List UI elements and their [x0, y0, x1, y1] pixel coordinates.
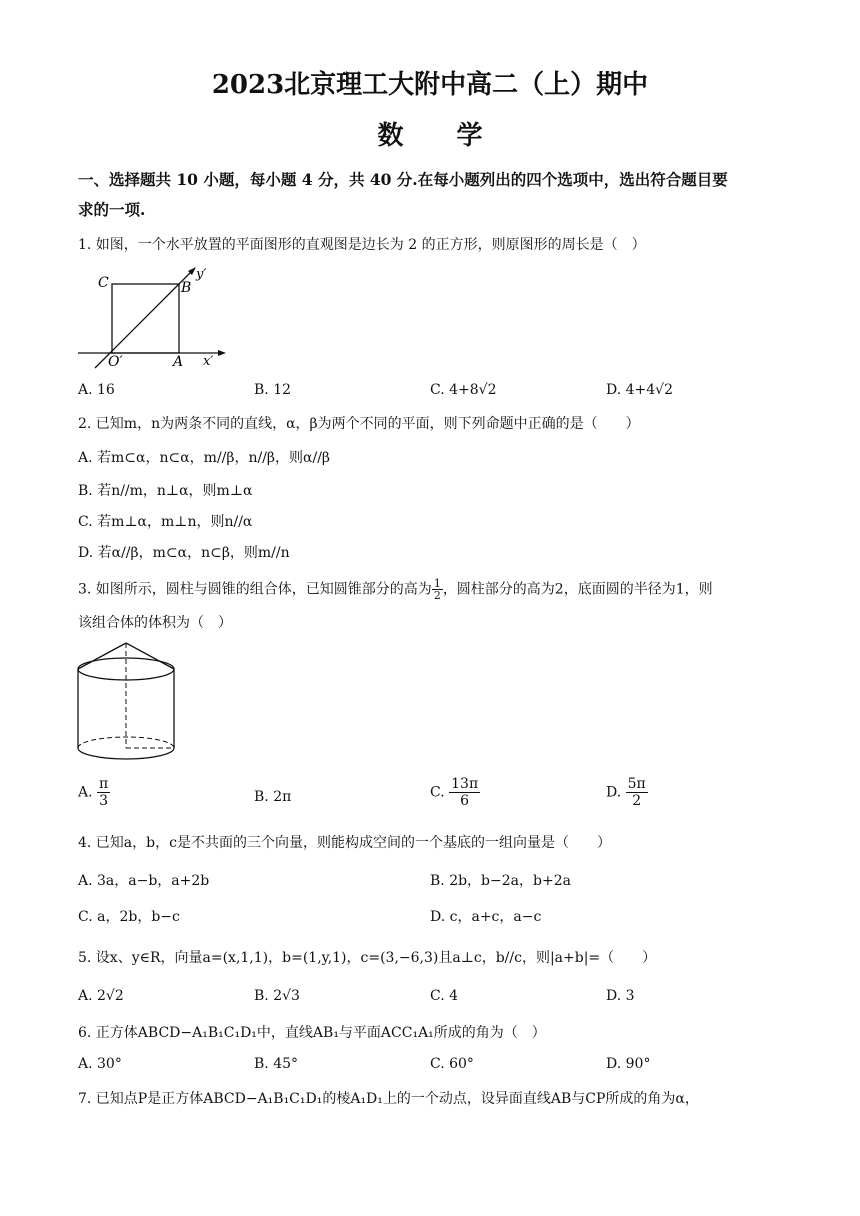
q6-option-d: D. 90° — [606, 1056, 651, 1072]
q4-option-d: D. c，a+c，a−c — [430, 909, 542, 925]
question-3-stem-line2: 该组合体的体积为（ ） — [78, 615, 232, 631]
q3-option-d-fraction: $\frac{5\pi}{2}$ — [627, 776, 646, 809]
question-5-stem: 5. 设x、y∈R，向量a=(x,1,1)，b=(1,y,1)，c=(3,−6,3)且a⊥c，b//c，则|a+b|=（ ） — [78, 950, 657, 966]
section-heading-line2: 求的一项. — [78, 200, 146, 219]
q3-option-c-fraction: $\frac{13\pi}{6}$ — [451, 776, 479, 809]
q4-option-a: A. 3a，a−b，a+2b — [78, 873, 210, 889]
question-3-stem — [78, 578, 713, 601]
question-4-stem: 4. 已知a，b，c是不共面的三个向量，则能构成空间的一个基底的一组向量是（ ） — [78, 835, 611, 851]
section-heading-line1: 一、选择题共 10 小题，每小题 4 分，共 40 分.在每小题列出的四个选项中，选出符合题目要 — [78, 170, 728, 189]
label-B: B — [181, 280, 192, 296]
q1-figure — [78, 262, 228, 370]
q1-option-a: A. 16 — [78, 382, 115, 398]
q1-option-d: D. 4+4√2 — [606, 382, 673, 398]
q3-figure — [74, 638, 184, 768]
q3-stem-part1: 3. 如图所示，圆柱与圆锥的组合体，已知圆锥部分的高为 — [78, 581, 432, 598]
q2-option-b: B. 若n//m，n⊥α，则m⊥α — [78, 483, 253, 499]
label-A: A — [173, 354, 184, 370]
q3-option-b: B. 2π — [254, 789, 292, 805]
q3-half-fraction: $\frac{1}{2}$ — [433, 577, 441, 602]
question-6-stem: 6. 正方体ABCD−A₁B₁C₁D₁中，直线AB₁与平面ACC₁A₁所成的角为（ ） — [78, 1025, 546, 1041]
q6-option-a: A. 30° — [78, 1056, 122, 1072]
q6-option-c: C. 60° — [430, 1056, 474, 1072]
question-7-stem: 7. 已知点P是正方体ABCD−A₁B₁C₁D₁的棱A₁D₁上的一个动点，设异面直线AB与CP所成的角为α， — [78, 1091, 699, 1107]
page-title: 2023北京理工大附中高二（上）期中 — [211, 70, 649, 100]
q3-stem-part2: ，圆柱部分的高为2，底面圆的半径为1，则 — [442, 581, 713, 598]
q2-option-a: A. 若m⊂α，n⊂α，m//β，n//β，则α//β — [78, 450, 330, 466]
q2-option-c: C. 若m⊥α，m⊥n，则n//α — [78, 514, 253, 530]
q3-option-a-fraction: $\frac{\pi}{3}$ — [99, 776, 109, 809]
q3-option-d: D. $\frac{5\pi}{2}$ — [606, 776, 646, 809]
question-1-stem: 1. 如图，一个水平放置的平面图形的直观图是边长为 2 的正方形，则原图形的周长是（ ） — [78, 237, 646, 253]
q1-option-c: C. 4+8√2 — [430, 382, 497, 398]
label-O: O′ — [108, 354, 123, 370]
q4-option-c: C. a，2b，b−c — [78, 909, 180, 925]
subject-title: 数 学 — [377, 121, 505, 151]
q5-option-d: D. 3 — [606, 988, 635, 1004]
q2-option-d: D. 若α//β，m⊂α，n⊂β，则m//n — [78, 545, 290, 561]
q1-option-b: B. 12 — [254, 382, 292, 398]
q5-option-b: B. 2√3 — [254, 988, 300, 1004]
label-x-axis: x′ — [203, 354, 214, 369]
q3-option-a: A. $\frac{\pi}{3}$ — [78, 776, 109, 809]
label-C: C — [98, 275, 109, 291]
label-y-axis: y′ — [196, 267, 207, 282]
q6-option-b: B. 45° — [254, 1056, 299, 1072]
q5-option-a: A. 2√2 — [78, 988, 124, 1004]
q5-option-c: C. 4 — [430, 988, 459, 1004]
q3-option-c: C. $\frac{13\pi}{6}$ — [430, 776, 479, 809]
q4-option-b: B. 2b，b−2a，b+2a — [430, 873, 571, 889]
question-2-stem: 2. 已知m，n为两条不同的直线，α，β为两个不同的平面，则下列命题中正确的是（ ） — [78, 416, 640, 432]
